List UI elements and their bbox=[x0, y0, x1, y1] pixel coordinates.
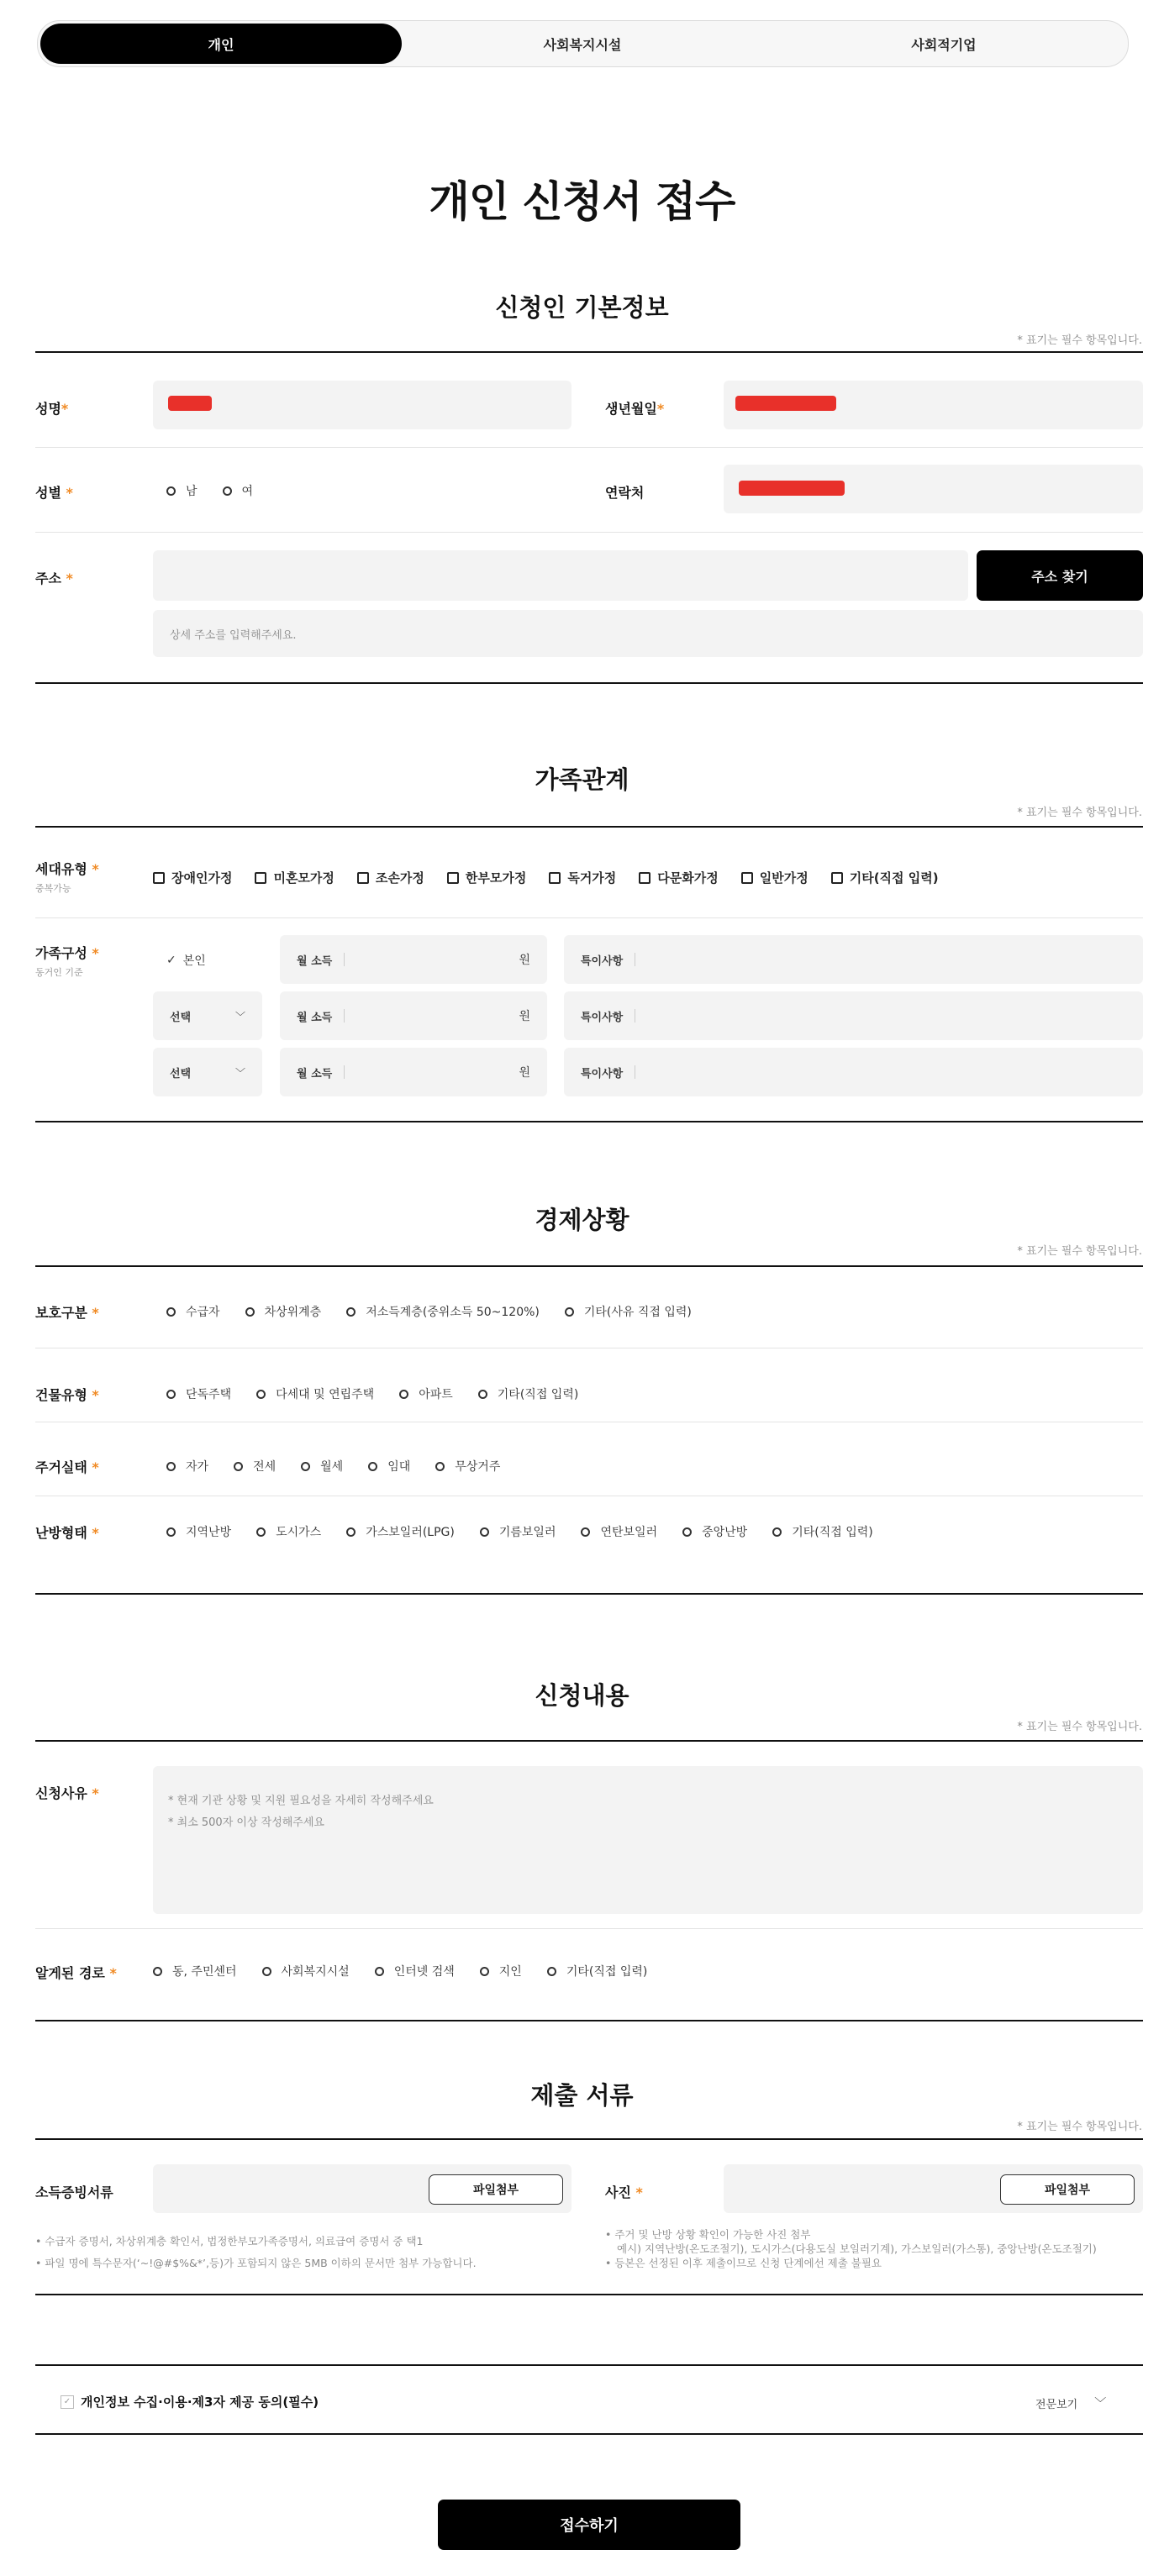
channel-internet-radio[interactable]: 인터넷 검색 bbox=[375, 1963, 455, 1979]
divider bbox=[35, 351, 1143, 353]
channel-label: 알게된 경로 * bbox=[35, 1965, 117, 1981]
divider bbox=[35, 2138, 1143, 2140]
divider bbox=[35, 917, 1143, 918]
divider bbox=[35, 1740, 1143, 1742]
gender-female-radio[interactable]: 여 bbox=[223, 482, 254, 499]
family-title: 가족관계 bbox=[535, 765, 629, 794]
channel-acquaintance-radio[interactable]: 지인 bbox=[480, 1963, 522, 1979]
phone-input[interactable] bbox=[724, 465, 1143, 513]
address-label: 주소 * bbox=[35, 570, 73, 586]
chevron-down-icon: ﹀ bbox=[234, 1010, 245, 1023]
divider bbox=[35, 1121, 1143, 1122]
channel-other-radio[interactable]: 기타(직접 입력) bbox=[547, 1963, 648, 1979]
building-label: 건물유형 * bbox=[35, 1387, 99, 1403]
consent-checkbox[interactable]: ✓ 개인정보 수집·이용·제3자 제공 동의(필수) bbox=[61, 2393, 319, 2410]
household-general-checkbox[interactable]: 일반가정 bbox=[741, 869, 808, 886]
divider bbox=[35, 1928, 1143, 1929]
heating-briquette-radio[interactable]: 연탄보일러 bbox=[581, 1523, 657, 1540]
residence-rental-radio[interactable]: 임대 bbox=[368, 1458, 410, 1475]
household-multicultural-checkbox[interactable]: 다문화가정 bbox=[639, 869, 718, 886]
required-note: * 표기는 필수 항목입니다. bbox=[1017, 807, 1142, 819]
address-detail-placeholder: 상세 주소를 입력해주세요. bbox=[170, 628, 297, 642]
protection-low-income-radio[interactable]: 저소득계층(중위소득 50~120%) bbox=[346, 1303, 540, 1320]
protection-label: 보호구분 * bbox=[35, 1305, 99, 1321]
address-detail-input[interactable] bbox=[153, 610, 1143, 657]
building-options bbox=[166, 1385, 603, 1402]
residence-options bbox=[166, 1458, 525, 1475]
protection-options bbox=[166, 1303, 717, 1320]
reason-label: 신청사유 * bbox=[35, 1785, 99, 1801]
redaction-mark bbox=[735, 396, 836, 411]
redaction-mark bbox=[739, 481, 845, 496]
income-doc-file-field bbox=[153, 2164, 571, 2213]
heating-city-gas-radio[interactable]: 도시가스 bbox=[256, 1523, 321, 1540]
reason-textarea[interactable] bbox=[153, 1766, 1143, 1914]
heating-district-radio[interactable]: 지역난방 bbox=[166, 1523, 231, 1540]
divider bbox=[35, 1265, 1143, 1267]
required-note: * 표기는 필수 항목입니다. bbox=[1017, 334, 1142, 347]
household-single-parent-checkbox[interactable]: 한부모가정 bbox=[447, 869, 526, 886]
channel-welfare-facility-radio[interactable]: 사회복지시설 bbox=[262, 1963, 350, 1979]
divider bbox=[35, 682, 1143, 684]
heating-lpg-radio[interactable]: 가스보일러(LPG) bbox=[346, 1523, 455, 1540]
photo-label: 사진 * bbox=[605, 2184, 643, 2200]
gender-options bbox=[166, 482, 278, 499]
building-detached-radio[interactable]: 단독주택 bbox=[166, 1385, 231, 1402]
address-input[interactable] bbox=[153, 550, 968, 601]
protection-other-radio[interactable]: 기타(사유 직접 입력) bbox=[565, 1303, 692, 1320]
income-doc-label: 소득증빙서류 bbox=[35, 2184, 113, 2200]
protection-recipient-radio[interactable]: 수급자 bbox=[166, 1303, 220, 1320]
residence-monthly-radio[interactable]: 월세 bbox=[301, 1458, 343, 1475]
photo-attach-button[interactable]: 파일첨부 bbox=[1000, 2174, 1135, 2205]
family-members-label: 가족구성 * 동거인 기준 bbox=[35, 945, 99, 978]
income-input[interactable]: 월 소득 원 bbox=[280, 935, 547, 984]
required-note: * 표기는 필수 항목입니다. bbox=[1017, 2121, 1142, 2133]
basic-info-title: 신청인 기본정보 bbox=[495, 293, 669, 322]
household-disabled-checkbox[interactable]: 장애인가정 bbox=[153, 869, 232, 886]
heating-central-radio[interactable]: 중앙난방 bbox=[682, 1523, 747, 1540]
documents-title: 제출 서류 bbox=[530, 2081, 634, 2110]
birth-input[interactable] bbox=[724, 381, 1143, 429]
application-title: 신청내용 bbox=[535, 1681, 629, 1710]
checkbox-icon: ✓ bbox=[61, 2395, 74, 2409]
divider bbox=[35, 1593, 1143, 1595]
tab-individual[interactable]: 개인 bbox=[40, 24, 402, 64]
divider bbox=[35, 2294, 1143, 2295]
notes-input[interactable]: 특이사항 bbox=[564, 935, 1143, 984]
divider bbox=[35, 2433, 1143, 2435]
divider bbox=[35, 532, 1143, 533]
redaction-mark bbox=[168, 396, 212, 411]
income-doc-attach-button[interactable]: 파일첨부 bbox=[429, 2174, 563, 2205]
economy-title: 경제상황 bbox=[535, 1206, 629, 1234]
income-input[interactable]: 월 소득 원 bbox=[280, 1048, 547, 1096]
photo-file-field bbox=[724, 2164, 1143, 2213]
building-apartment-radio[interactable]: 아파트 bbox=[399, 1385, 453, 1402]
phone-label: 연락처 bbox=[605, 485, 645, 501]
household-grandparent-checkbox[interactable]: 조손가정 bbox=[357, 869, 424, 886]
heating-oil-radio[interactable]: 기름보일러 bbox=[480, 1523, 556, 1540]
residence-own-radio[interactable]: 자가 bbox=[166, 1458, 208, 1475]
income-input[interactable]: 월 소득 원 bbox=[280, 991, 547, 1040]
channel-community-center-radio[interactable]: 동, 주민센터 bbox=[153, 1963, 237, 1979]
protection-near-poverty-radio[interactable]: 차상위계층 bbox=[245, 1303, 322, 1320]
submit-button[interactable]: 접수하기 bbox=[438, 2500, 740, 2550]
divider bbox=[35, 826, 1143, 828]
heating-label: 난방형태 * bbox=[35, 1525, 99, 1541]
check-icon: ✓ bbox=[166, 954, 176, 967]
self-member: ✓ 본인 bbox=[166, 954, 206, 968]
name-label: 성명* bbox=[35, 401, 69, 417]
household-unwed-mother-checkbox[interactable]: 미혼모가정 bbox=[255, 869, 334, 886]
name-input[interactable] bbox=[153, 381, 571, 429]
residence-free-radio[interactable]: 무상거주 bbox=[435, 1458, 500, 1475]
tab-welfare-facility[interactable]: 사회복지시설 bbox=[543, 36, 622, 53]
notes-input[interactable]: 특이사항 bbox=[564, 991, 1143, 1040]
heating-options bbox=[166, 1523, 898, 1540]
channel-options bbox=[153, 1963, 672, 1979]
household-living-alone-checkbox[interactable]: 독거가정 bbox=[549, 869, 616, 886]
reason-hint-1: * 현재 기관 상황 및 지원 필요성을 자세히 작성해주세요 bbox=[168, 1795, 434, 1807]
notes-input[interactable]: 특이사항 bbox=[564, 1048, 1143, 1096]
required-note: * 표기는 필수 항목입니다. bbox=[1017, 1245, 1142, 1258]
divider bbox=[35, 2364, 1143, 2366]
building-multi-unit-radio[interactable]: 다세대 및 연립주택 bbox=[256, 1385, 374, 1402]
relation-select[interactable]: 선택 ﹀ bbox=[153, 1048, 262, 1096]
household-type-label: 세대유형 * 중복가능 bbox=[35, 861, 99, 894]
divider bbox=[35, 2020, 1143, 2021]
building-other-radio[interactable]: 기타(직접 입력) bbox=[478, 1385, 579, 1402]
applicant-type-tabs bbox=[37, 20, 1129, 67]
household-other-checkbox[interactable]: 기타(직접 입력) bbox=[831, 869, 939, 886]
residence-jeonse-radio[interactable]: 전세 bbox=[234, 1458, 276, 1475]
income-doc-notes: • 수급자 증명서, 차상위계층 확인서, 법정한부모가족증명서, 의료급여 증명서 중 택1 • 파일 명에 특수문자(‘~!@#$%&*’,등)가 포함되지 않은 5MB 이하의 문서만 첨부 가능합니다. bbox=[35, 2235, 477, 2269]
birth-label: 생년월일* bbox=[605, 401, 665, 417]
relation-select[interactable]: 선택 ﹀ bbox=[153, 991, 262, 1040]
consent-view-full[interactable]: 전문보기 ﹀ bbox=[1035, 2395, 1106, 2411]
gender-label: 성별 * bbox=[35, 485, 73, 501]
household-type-options bbox=[153, 869, 961, 886]
divider bbox=[35, 447, 1143, 448]
heating-other-radio[interactable]: 기타(직접 입력) bbox=[772, 1523, 873, 1540]
required-note: * 표기는 필수 항목입니다. bbox=[1017, 1721, 1142, 1733]
gender-male-radio[interactable]: 남 bbox=[166, 482, 198, 499]
address-search-button[interactable]: 주소 찾기 bbox=[977, 550, 1143, 601]
residence-label: 주거실태 * bbox=[35, 1459, 99, 1475]
page-title: 개인 신청서 접수 bbox=[429, 177, 735, 226]
tab-social-enterprise[interactable]: 사회적기업 bbox=[911, 36, 977, 53]
reason-hint-2: * 최소 500자 이상 작성해주세요 bbox=[168, 1816, 324, 1829]
chevron-down-icon: ﹀ bbox=[234, 1066, 245, 1079]
photo-notes: • 주거 및 난방 상황 확인이 가능한 사진 첨부 예시) 지역난방(온도조절기), 도시가스(다용도실 보일러기계), 가스보일러(가스통), 중앙난방(온도조절기) • 등본은 선정된 이후 제출이므로 신청 단계에선 제출 불필요 bbox=[605, 2228, 1097, 2269]
chevron-down-icon: ﹀ bbox=[1094, 2397, 1107, 2410]
